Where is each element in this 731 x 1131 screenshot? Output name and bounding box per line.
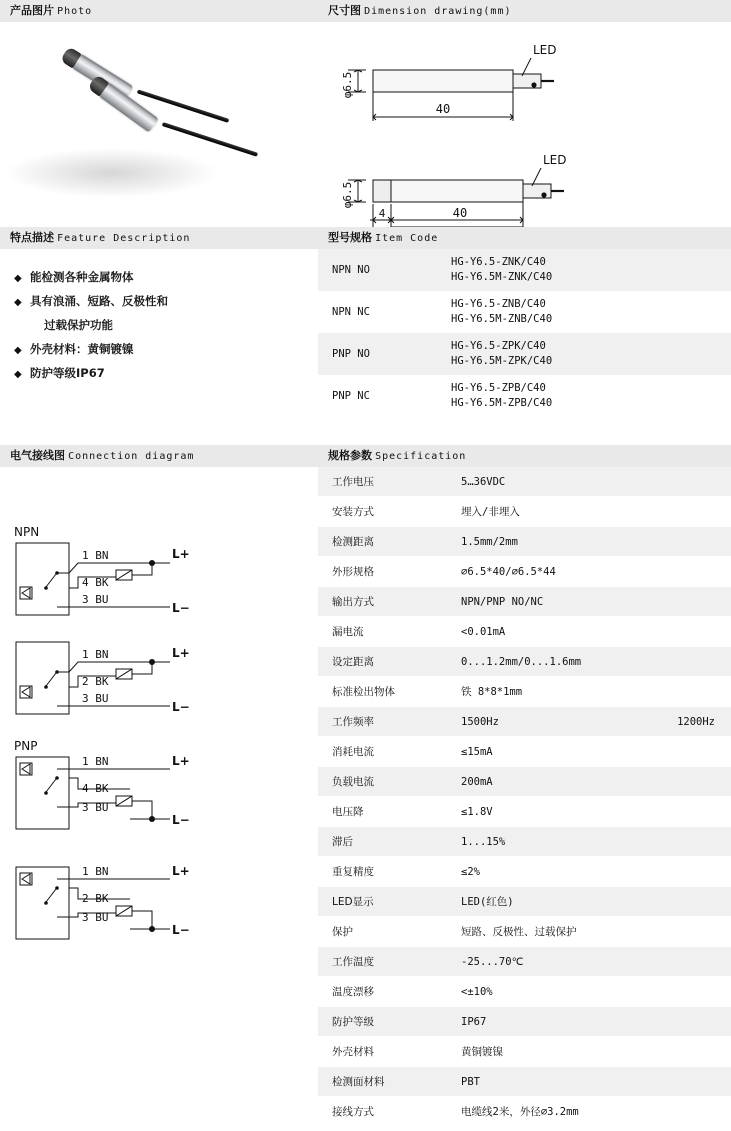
power-label: L+ xyxy=(172,754,190,768)
power-label: L+ xyxy=(172,864,190,878)
header-row-2 xyxy=(0,227,731,249)
spec-key: 保护 xyxy=(318,917,447,947)
spec-key: 外壳材料 xyxy=(318,1037,447,1067)
itemcode-section-header xyxy=(318,227,731,249)
feature-header-cn: 特点描述 xyxy=(10,231,54,244)
table-row xyxy=(318,797,731,827)
list-item xyxy=(14,366,318,381)
spec-value: ≤1.8V xyxy=(447,797,731,827)
item-code-model: HG-Y6.5M-ZPK/C40 xyxy=(451,355,553,367)
spec-value-secondary: 1200Hz xyxy=(677,715,715,728)
photo-header-en: Photo xyxy=(57,6,93,17)
feature-text: 防护等级IP67 xyxy=(30,366,105,380)
table-row xyxy=(318,1007,731,1037)
table-row xyxy=(318,1037,731,1067)
list-item xyxy=(14,318,318,333)
item-code-type: PNP NO xyxy=(318,333,437,375)
dim-bottom-led-label: LED xyxy=(543,153,567,167)
product-photo xyxy=(10,52,210,202)
spec-key: 负载电流 xyxy=(318,767,447,797)
power-label: L− xyxy=(172,601,190,615)
content-row-1 xyxy=(0,22,731,227)
table-row xyxy=(318,677,731,707)
spec-value: IP67 xyxy=(447,1007,731,1037)
item-code-models xyxy=(437,291,731,333)
spec-key: 滞后 xyxy=(318,827,447,857)
dimension-header-en: Dimension drawing(mm) xyxy=(364,6,512,17)
item-code-table xyxy=(318,249,731,417)
item-code-type: NPN NC xyxy=(332,306,370,318)
spec-key: 漏电流 xyxy=(318,617,447,647)
spec-value: 1.5mm/2mm xyxy=(447,527,731,557)
power-label: L− xyxy=(172,813,190,827)
table-row xyxy=(318,857,731,887)
spec-key: 工作温度 xyxy=(318,947,447,977)
spec-value: 短路、反极性、过载保护 xyxy=(447,917,731,947)
connection-header-cell xyxy=(0,445,318,467)
dim-top-led-label: LED xyxy=(533,43,557,57)
feature-header-cell xyxy=(0,227,318,249)
specification-header-cn: 规格参数 xyxy=(328,449,372,462)
spec-key: LED显示 xyxy=(318,887,447,917)
photo-header-cn: 产品图片 xyxy=(10,4,54,17)
spec-key: 接线方式 xyxy=(318,1097,447,1127)
spec-value: ≤15mA xyxy=(447,737,731,767)
feature-list xyxy=(0,260,318,381)
feature-text: 过载保护功能 xyxy=(44,318,113,332)
table-row xyxy=(318,917,731,947)
spec-value: -25...70℃ xyxy=(447,947,731,977)
specification-section-header xyxy=(318,445,731,467)
dim-bottom-diameter-label: φ6.5 xyxy=(341,181,354,209)
connection-diagrams-svg xyxy=(0,467,318,1107)
spec-key: 设定距离 xyxy=(318,647,447,677)
spec-key: 消耗电流 xyxy=(318,737,447,767)
list-item xyxy=(14,342,318,357)
table-row xyxy=(318,827,731,857)
connection-header-cn: 电气接线图 xyxy=(10,449,65,462)
spec-key: 输出方式 xyxy=(318,587,447,617)
dim-top-diameter-label: φ6.5 xyxy=(341,71,354,99)
power-label: L+ xyxy=(172,547,190,561)
feature-section-header xyxy=(0,227,318,249)
connection-header-en: Connection diagram xyxy=(68,451,195,462)
wire-label: 3 BU xyxy=(82,801,109,814)
item-code-model: HG-Y6.5M-ZNK/C40 xyxy=(451,271,553,283)
spec-value: 0...1.2mm/0...1.6mm xyxy=(447,647,731,677)
connection-diagram-panel xyxy=(0,467,318,1107)
dim-bottom-offset-label: 4 xyxy=(378,207,386,220)
item-code-type: NPN NO xyxy=(318,249,437,291)
spec-value: 黄铜镀镍 xyxy=(447,1037,731,1067)
wire-label: 1 BN xyxy=(82,865,109,878)
wire-label: 3 BU xyxy=(82,692,109,705)
npn-group-label: NPN xyxy=(14,525,40,539)
item-code-type: PNP NC xyxy=(332,390,370,402)
feature-text: 能检测各种金属物体 xyxy=(30,270,134,284)
header-row-1 xyxy=(0,0,731,22)
power-label: L− xyxy=(172,923,190,937)
specification-table xyxy=(318,467,731,1127)
content-row-2 xyxy=(0,249,731,445)
table-row xyxy=(318,947,731,977)
spec-key: 检测面材料 xyxy=(318,1067,447,1097)
spec-value: ∅6.5*40/∅6.5*44 xyxy=(447,557,731,587)
diamond-bullet-icon: ◆ xyxy=(14,273,22,284)
dimension-section-header xyxy=(318,0,731,22)
item-code-models xyxy=(437,333,731,375)
table-row xyxy=(318,291,731,333)
photo-section-header xyxy=(0,0,318,22)
specification-panel xyxy=(318,467,731,1127)
spec-key: 安装方式 xyxy=(318,497,447,527)
content-row-3 xyxy=(0,467,731,1127)
spec-value: PBT xyxy=(447,1067,731,1097)
table-row xyxy=(318,1097,731,1127)
table-row xyxy=(318,977,731,1007)
list-item xyxy=(14,270,318,285)
feature-panel xyxy=(0,249,318,445)
table-row xyxy=(318,767,731,797)
table-row xyxy=(318,527,731,557)
pnp-group-label: PNP xyxy=(14,739,38,753)
list-item xyxy=(14,294,318,309)
specification-header-en: Specification xyxy=(375,451,467,462)
spec-key: 防护等级 xyxy=(318,1007,447,1037)
spec-value-primary: 1500Hz xyxy=(461,715,499,728)
itemcode-header-cell xyxy=(318,227,731,249)
spec-key: 温度漂移 xyxy=(318,977,447,1007)
spec-value: 5…36VDC xyxy=(447,467,731,497)
connection-section-header xyxy=(0,445,318,467)
wire-label: 3 BU xyxy=(82,593,109,606)
feature-text: 外壳材料：黄铜镀镍 xyxy=(30,342,134,356)
dimension-drawing-svg xyxy=(318,22,731,227)
item-code-model: HG-Y6.5M-ZNB/C40 xyxy=(451,313,553,325)
dimension-header-cell xyxy=(318,0,731,22)
diamond-bullet-icon: ◆ xyxy=(14,297,22,308)
spec-value: <±10% xyxy=(447,977,731,1007)
spec-key: 检测距离 xyxy=(318,527,447,557)
spec-value xyxy=(447,707,731,737)
item-code-model: HG-Y6.5-ZPK/C40 xyxy=(451,340,546,352)
itemcode-header-en: Item Code xyxy=(375,233,439,244)
item-code-models xyxy=(437,249,731,291)
dim-top-length-label: 40 xyxy=(435,102,451,116)
item-code-model: HG-Y6.5-ZNB/C40 xyxy=(451,298,546,310)
header-row-3 xyxy=(0,445,731,467)
spec-value: 200mA xyxy=(447,767,731,797)
spec-value: ≤2% xyxy=(447,857,731,887)
feature-text: 具有浪涌、短路、反极性和 xyxy=(30,294,168,308)
dim-bottom-length-label: 40 xyxy=(452,206,468,220)
spec-value: NPN/PNP NO/NC xyxy=(447,587,731,617)
spec-value: 电缆线2米，外径∅3.2mm xyxy=(447,1097,731,1127)
spec-key: 重复精度 xyxy=(318,857,447,887)
table-row xyxy=(318,887,731,917)
spec-key: 电压降 xyxy=(318,797,447,827)
photo-header-cell xyxy=(0,0,318,22)
itemcode-panel xyxy=(318,249,731,445)
wire-label: 4 BK xyxy=(82,576,109,589)
table-row xyxy=(318,375,731,417)
product-photo-panel xyxy=(0,22,318,227)
diamond-bullet-icon: ◆ xyxy=(14,369,22,380)
table-row xyxy=(318,647,731,677)
item-code-models xyxy=(437,375,731,417)
wire-label: 3 BU xyxy=(82,911,109,924)
wire-label: 1 BN xyxy=(82,549,109,562)
spec-value: LED(红色) xyxy=(447,887,731,917)
item-code-model: HG-Y6.5-ZPB/C40 xyxy=(451,382,546,394)
dimension-header-cn: 尺寸图 xyxy=(328,4,361,17)
itemcode-header-cn: 型号规格 xyxy=(328,231,372,244)
wire-label: 4 BK xyxy=(82,782,109,795)
wire-label: 1 BN xyxy=(82,648,109,661)
item-code-model: HG-Y6.5-ZNK/C40 xyxy=(451,256,546,268)
table-row xyxy=(318,587,731,617)
table-row xyxy=(318,1067,731,1097)
spec-value: 埋入/非埋入 xyxy=(447,497,731,527)
table-row xyxy=(318,557,731,587)
wire-label: 2 BK xyxy=(82,892,109,905)
spec-key: 工作电压 xyxy=(318,467,447,497)
table-row xyxy=(318,737,731,767)
spec-key: 工作频率 xyxy=(318,707,447,737)
feature-header-en: Feature Description xyxy=(57,233,191,244)
specification-header-cell xyxy=(318,445,731,467)
table-row xyxy=(318,249,731,291)
spec-value: <0.01mA xyxy=(447,617,731,647)
table-row xyxy=(318,617,731,647)
power-label: L+ xyxy=(172,646,190,660)
wire-label: 1 BN xyxy=(82,755,109,768)
item-code-model: HG-Y6.5M-ZPB/C40 xyxy=(451,397,553,409)
spec-value: 铁 8*8*1mm xyxy=(447,677,731,707)
table-row xyxy=(318,497,731,527)
power-label: L− xyxy=(172,700,190,714)
wire-label: 2 BK xyxy=(82,675,109,688)
table-row xyxy=(318,333,731,375)
table-row xyxy=(318,707,731,737)
table-row xyxy=(318,467,731,497)
spec-key: 标准检出物体 xyxy=(318,677,447,707)
dimension-drawing-panel xyxy=(318,22,731,227)
spec-value: 1...15% xyxy=(447,827,731,857)
diamond-bullet-icon: ◆ xyxy=(14,345,22,356)
spec-key: 外形规格 xyxy=(318,557,447,587)
